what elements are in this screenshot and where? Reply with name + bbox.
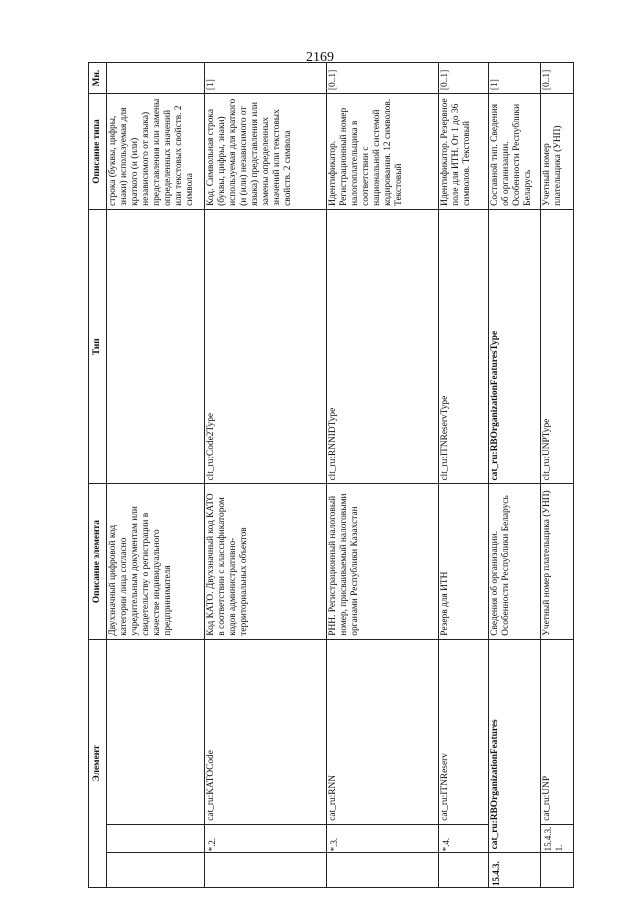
row-element: cat_ru:KATOCode <box>205 639 327 824</box>
row-subindex: 15.4.3.1. <box>541 824 574 853</box>
table-row <box>327 63 439 888</box>
table-header-row <box>89 63 107 888</box>
header-mn: Мн. <box>89 63 107 94</box>
row-mn: [0..1] <box>327 63 439 94</box>
row-mn: [1] <box>489 63 541 94</box>
header-type: Тип <box>89 209 107 484</box>
header-type-desc: Описание типа <box>89 94 107 210</box>
row-index <box>107 853 205 888</box>
row-element-desc: Учетный номер плательщика (УНП) <box>541 484 574 639</box>
elements-table <box>88 62 574 888</box>
row-type: clt_ru:UNPType <box>541 209 574 484</box>
row-element-desc: РНН. Регистрационный налоговый номер, присваиваемый налоговыми органами Республики Казахстан <box>327 484 439 639</box>
table-row <box>541 63 574 888</box>
row-type-desc: строка (буквы, цифры, знаки) используемая для краткого (и (или) независимого от языка) представления или замены определенных значений или текстовых свойств. 2 символа <box>107 94 205 210</box>
row-type-desc: Идентификатор. Резервное поле для ИТН. От 1 до 36 символов. Текстовый <box>439 94 489 210</box>
row-type: clt_ru:ITNReservType <box>439 209 489 484</box>
row-subindex: *.4. <box>439 824 489 853</box>
row-subindex: *.3. <box>327 824 439 853</box>
row-element-desc: Код КАТО. Двухзначный код КАТО в соответствии с классификатором кодов административно-территориальных объектов <box>205 484 327 639</box>
row-index <box>327 853 439 888</box>
row-index <box>541 853 574 888</box>
row-element: cat_ru:RNN <box>327 639 439 824</box>
row-type-desc: Учетный номер плательщика (УНП) <box>541 94 574 210</box>
row-index <box>205 853 327 888</box>
row-mn: [1] <box>205 63 327 94</box>
table-row <box>439 63 489 888</box>
row-element: cat_ru:UNP <box>541 639 574 824</box>
page-number: 2169 <box>306 50 334 65</box>
row-subindex: *.2. <box>205 824 327 853</box>
header-element: Элемент <box>89 639 107 887</box>
row-element: cat_ru:ITNReserv <box>439 639 489 824</box>
row-mn: [0..1] <box>541 63 574 94</box>
row-element-desc: Двухзначный цифровой код категории лица согласно учредительным документам или свидетельству о регистрации в качестве индивидуального предпринимателя <box>107 484 205 639</box>
row-type: clt_ru:Code2Type <box>205 209 327 484</box>
row-element: cat_ru:RBOrganizationFeatures <box>489 639 541 853</box>
row-index <box>439 853 489 888</box>
rotated-table-wrapper <box>88 62 568 888</box>
row-element-desc: Сведения об организации. Особенности Республики Беларусь <box>489 484 541 639</box>
row-index: 15.4.3. <box>489 853 541 888</box>
header-element-desc: Описание элемента <box>89 484 107 639</box>
row-type: clt_ru:RNNIDType <box>327 209 439 484</box>
row-mn: [0..1] <box>439 63 489 94</box>
table-row <box>489 63 541 888</box>
row-element <box>107 639 205 824</box>
row-type-desc: Составной тип. Сведения об организации. Особенности Республики Беларусь <box>489 94 541 210</box>
table-row <box>205 63 327 888</box>
row-type-desc: Идентификатор. Регистрационный номер налогоплательщика в соответствии с национальной системой кодирования. 12 символов. Текстовый <box>327 94 439 210</box>
row-element-desc: Резерв для ИТН <box>439 484 489 639</box>
table-row <box>107 63 205 888</box>
row-type: cat_ru:RBOrganizationFeaturesType <box>489 209 541 484</box>
row-type-desc: Код. Символьная строка (буквы, цифры, знаки) используемая для краткого (и (или) независимого от языка) представления или замены определенных значений или текстовых свойств. 2 символа <box>205 94 327 210</box>
row-type <box>107 209 205 484</box>
row-mn <box>107 63 205 94</box>
row-subindex <box>107 824 205 853</box>
